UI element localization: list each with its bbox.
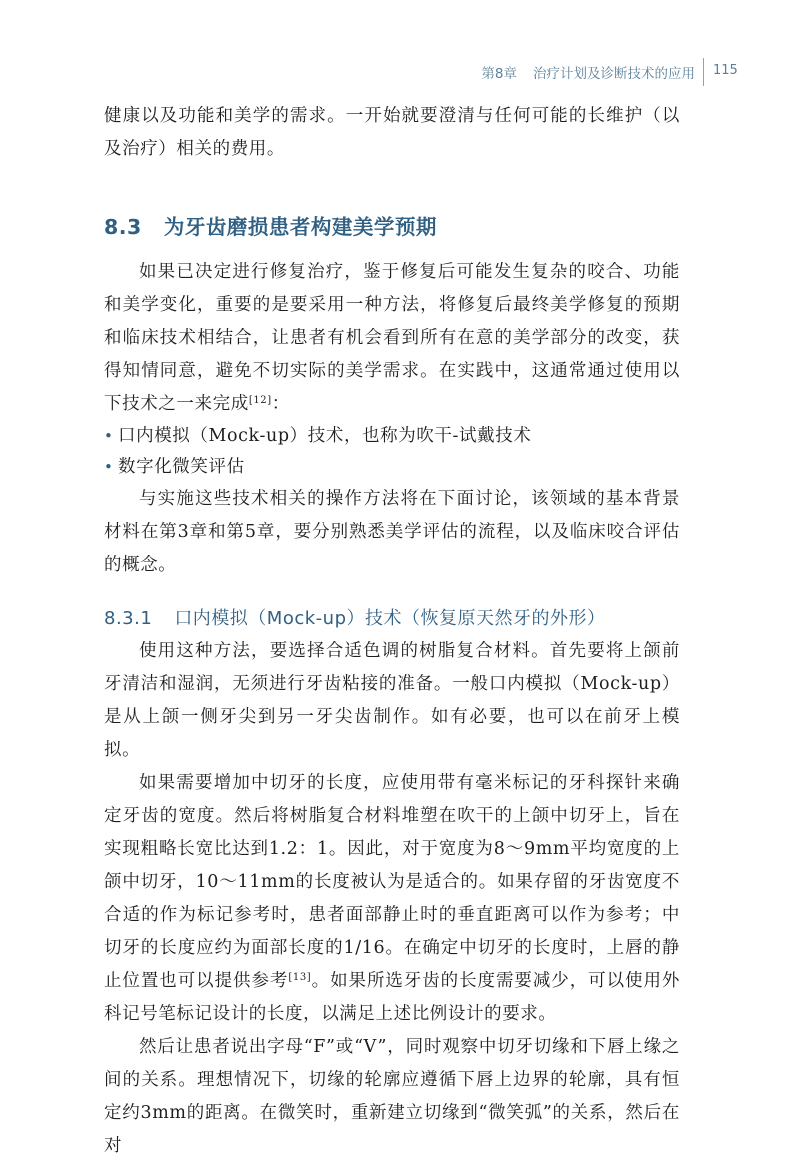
subsection-heading — [104, 602, 680, 635]
section-paragraph-1 — [104, 256, 680, 421]
subsection-title: 口内模拟（Mock-up）技术（恢复原天然牙的外形） — [174, 608, 606, 629]
paragraph-text-end: 。如果所选牙齿的长度需要减少，可以使用外科记号笔标记设计的长度，以满足上述比例设计的要求。 — [104, 971, 681, 1024]
section-number: 8.3 — [104, 215, 142, 239]
section-paragraph-2: 与实施这些技术相关的操作方法将在下面讨论，该领域的基本背景材料在第3章和第5章，要分别熟悉美学评估的流程，以及临床咬合评估的概念。 — [104, 489, 680, 575]
list-item: • 口内模拟（Mock-up）技术，也称为吹干-试戴技术 — [104, 421, 680, 452]
subsection-paragraph-1: 使用这种方法，要选择合适色调的树脂复合材料。首先要将上颌前牙清洁和湿润，无须进行牙齿粘接的准备。一般口内模拟（Mock-up）是从上颌一侧牙尖到另一牙尖齿制作。如有必要，也可以在前牙上模拟。 — [104, 641, 680, 760]
header-divider — [703, 58, 704, 86]
subsection-paragraph-2 — [104, 767, 680, 1031]
paragraph-text: 如果已决定进行修复治疗，鉴于修复后可能发生复杂的咬合、功能和美学变化，重要的是要采用一种方法，将修复后最终美学修复的预期和临床技术相结合，让患者有机会看到所有在意的美学部分的改变，获得知情同意，避免不切实际的美学需求。在实践中，这通常通过使用以下技术之一来完成 — [104, 262, 680, 414]
citation-ref: [12] — [248, 395, 272, 406]
section-title: 为牙齿磨损患者构建美学预期 — [163, 215, 437, 239]
subsection-paragraph-3: 然后让患者说出字母“F”或“V”，同时观察中切牙切缘和下唇上缘之间的关系。理想情况下，切缘的轮廓应遵循下唇上边界的轮廓，具有恒定约3mm的距离。在微笑时，重新建立切缘到“微笑弧”的关系，然后在对 — [104, 1037, 680, 1156]
section-heading — [104, 210, 680, 240]
running-header — [481, 62, 695, 82]
paragraph-text-end: ： — [271, 394, 290, 414]
page-number: 115 — [713, 63, 738, 78]
chapter-title: 治疗计划及诊断技术的应用 — [533, 66, 695, 82]
chapter-number: 第8章 — [481, 66, 517, 82]
paragraph-text: 如果需要增加中切牙的长度，应使用带有毫米标记的牙科探针来确定牙齿的宽度。然后将树脂复合材料堆塑在吹干的上颌中切牙上，旨在实现粗略长宽比达到1.2：1。因此，对于宽度为8～9mm平均宽度的上颌中切牙，10～11mm的长度被认为是适合的。如果存留的牙齿宽度不合适的作为标记参考时，患者面部静止时的垂直距离可以作为参考；中切牙的长度应约为面部长度的1/16。在确定中切牙的长度时，上唇的静止位置也可以提供参考 — [104, 773, 680, 991]
intro-paragraph: 健康以及功能和美学的需求。一开始就要澄清与任何可能的长维护（以及治疗）相关的费用。 — [104, 106, 680, 159]
technique-list — [104, 421, 680, 483]
list-item: • 数字化微笑评估 — [104, 452, 680, 483]
subsection-number: 8.3.1 — [104, 608, 153, 629]
page-body — [104, 100, 680, 1163]
citation-ref: [13] — [288, 972, 312, 983]
